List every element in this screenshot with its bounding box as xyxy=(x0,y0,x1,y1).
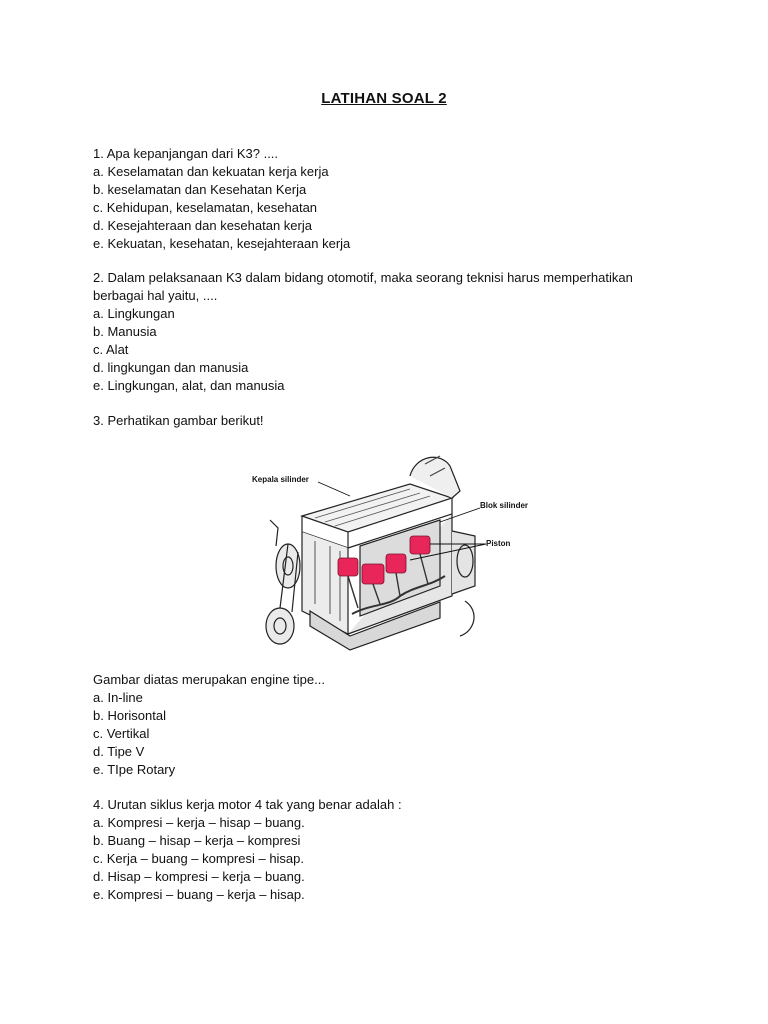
question-4-option-d: d. Hisap – kompresi – kerja – buang. xyxy=(93,869,305,884)
label-kepala-silinder: Kepala silinder xyxy=(252,475,309,484)
question-1-option-a: a. Keselamatan dan kekuatan kerja kerja xyxy=(93,164,329,179)
question-3-option-e: e. TIpe Rotary xyxy=(93,762,176,777)
question-2-option-b: b. Manusia xyxy=(93,324,157,339)
engine-illustration xyxy=(240,436,540,668)
page-title: LATIHAN SOAL 2 xyxy=(321,90,447,107)
question-3-prompt: Gambar diatas merupakan engine tipe... xyxy=(93,672,325,687)
question-1-option-e: e. Kekuatan, kesehatan, kesejahteraan kerja xyxy=(93,236,351,251)
question-3-option-a: a. In-line xyxy=(93,690,143,705)
question-2-option-c: c. Alat xyxy=(93,342,129,357)
question-3-option-c: c. Vertikal xyxy=(93,726,150,741)
question-2-text-line-1: 2. Dalam pelaksanaan K3 dalam bidang otomotif, maka seorang teknisi harus memperhatikan xyxy=(93,270,633,285)
question-1-text: 1. Apa kepanjangan dari K3? .... xyxy=(93,146,279,161)
question-2-text-line-2: berbagai hal yaitu, .... xyxy=(93,288,218,303)
question-3-prompt-block xyxy=(93,671,693,779)
question-4 xyxy=(93,796,693,904)
question-1 xyxy=(93,145,693,253)
question-4-option-a: a. Kompresi – kerja – hisap – buang. xyxy=(93,815,305,830)
question-1-option-c: c. Kehidupan, keselamatan, kesehatan xyxy=(93,200,318,215)
label-blok-silinder: Blok silinder xyxy=(480,501,529,510)
question-4-option-e: e. Kompresi – buang – kerja – hisap. xyxy=(93,887,305,902)
question-2-option-a: a. Lingkungan xyxy=(93,306,175,321)
question-1-option-b: b. keselamatan dan Kesehatan Kerja xyxy=(93,182,307,197)
question-1-option-d: d. Kesejahteraan dan kesehatan kerja xyxy=(93,218,312,233)
question-2-option-d: d. lingkungan dan manusia xyxy=(93,360,249,375)
question-2-option-e: e. Lingkungan, alat, dan manusia xyxy=(93,378,285,393)
question-3-text: 3. Perhatikan gambar berikut! xyxy=(93,413,264,428)
question-3-option-d: d. Tipe V xyxy=(93,744,145,759)
question-3-option-b: b. Horisontal xyxy=(93,708,166,723)
question-4-option-b: b. Buang – hisap – kerja – kompresi xyxy=(93,833,301,848)
question-4-text: 4. Urutan siklus kerja motor 4 tak yang benar adalah : xyxy=(93,797,402,812)
engine-figure xyxy=(240,436,540,668)
question-2 xyxy=(93,269,693,395)
question-4-option-c: c. Kerja – buang – kompresi – hisap. xyxy=(93,851,305,866)
label-piston: Piston xyxy=(486,539,511,548)
question-3 xyxy=(93,412,693,430)
